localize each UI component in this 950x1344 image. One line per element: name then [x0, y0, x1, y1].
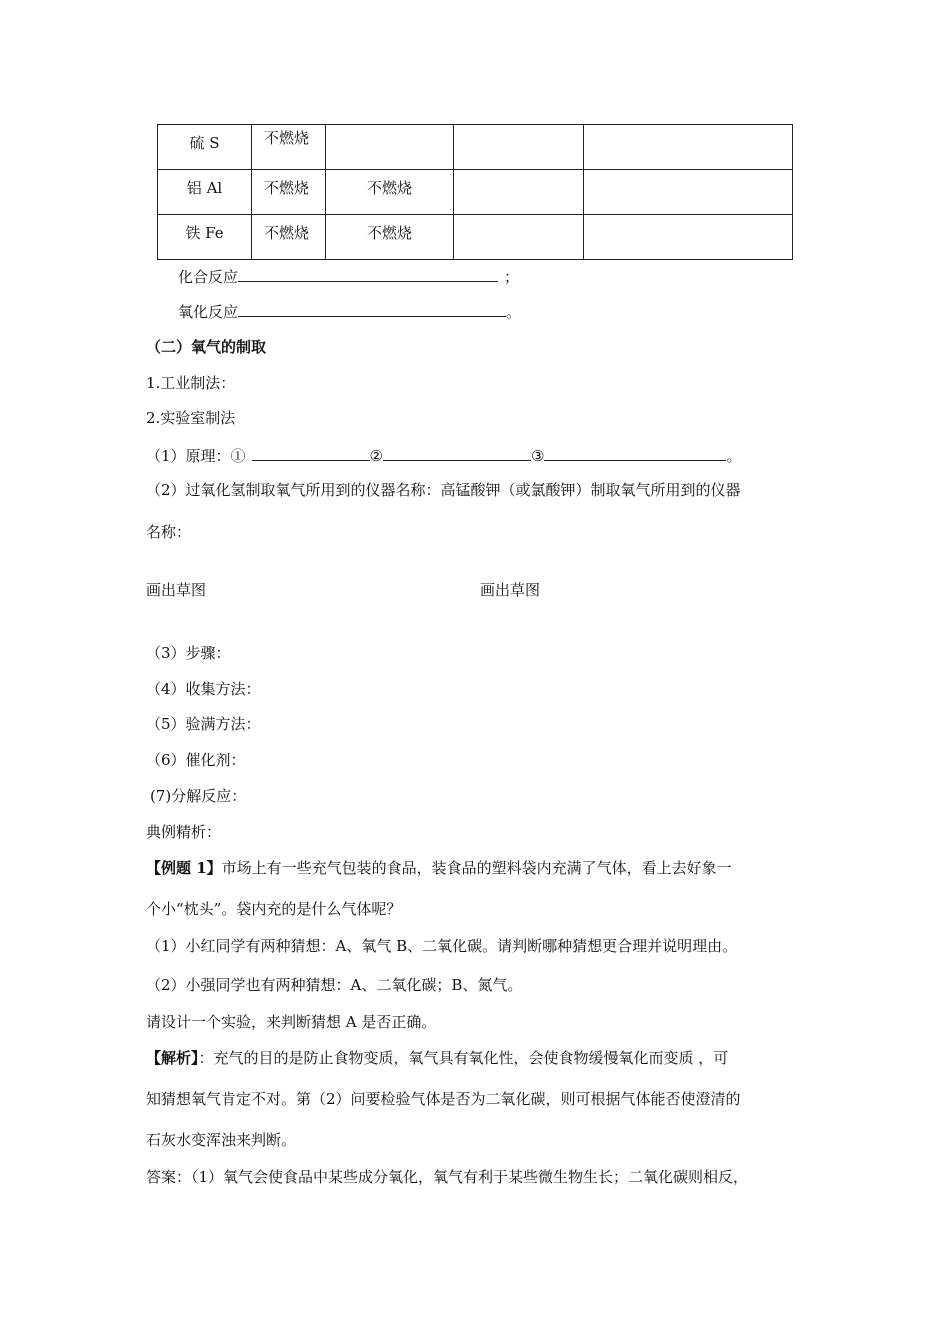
example-question-line-1: 【例题 1】市场上有一些充气包装的食品，装食品的塑料袋内充满了气体，看上去好象一	[146, 859, 732, 877]
table-cell	[252, 170, 326, 215]
lab-method: 2.实验室制法	[146, 409, 236, 427]
table-cell-text: 硫 S	[189, 134, 220, 152]
table-cell	[584, 125, 793, 170]
combination-reaction-blank[interactable]	[238, 265, 498, 282]
table-cell	[584, 215, 793, 260]
table-cell	[326, 170, 454, 215]
principle-blank-1[interactable]	[252, 444, 370, 461]
element-combustion-table	[157, 124, 793, 260]
example-intro: 典例精析：	[146, 823, 222, 841]
table-cell	[252, 125, 326, 170]
table-row	[158, 125, 793, 170]
table-cell-text	[454, 125, 583, 133]
table-cell-text: 不燃烧	[264, 179, 310, 197]
oxidation-reaction-blank[interactable]	[238, 300, 506, 317]
table-cell-text: 不燃烧	[264, 129, 310, 147]
table-row	[158, 170, 793, 215]
combination-reaction-line: 化合反应 ；	[178, 265, 519, 287]
table-cell-text: 不燃烧	[366, 179, 412, 197]
table-cell-text: 铝 Al	[186, 179, 223, 197]
table-cell	[158, 170, 252, 215]
table-cell-text	[454, 215, 583, 223]
table-cell	[158, 215, 252, 260]
instruments-line-1: （2）过氧化氢制取氧气所用到的仪器名称：高锰酸钾（或氯酸钾）制取氧气所用到的仪器	[146, 481, 741, 499]
principle-line: （1）原理：① ② ③ 。	[146, 444, 741, 466]
analysis-line-1: 【解析】：充气的目的是防止食物变质，氧气具有氧化性，会使食物缓慢氧化而变质 ，可	[146, 1049, 729, 1067]
table-cell	[252, 215, 326, 260]
analysis-line-3: 石灰水变浑浊来判断。	[146, 1131, 297, 1149]
principle-blank-2[interactable]	[383, 444, 531, 461]
sketch-prompt-left: 画出草图	[146, 581, 207, 599]
table-cell	[454, 215, 584, 260]
table-cell-text: 铁 Fe	[185, 224, 224, 242]
table-cell	[454, 125, 584, 170]
example-design: 请设计一个实验，来判断猜想 A 是否正确。	[146, 1013, 437, 1031]
table-cell	[326, 125, 454, 170]
sketch-prompt-right: 画出草图	[480, 581, 541, 599]
instruments-line-2: 名称：	[146, 523, 192, 541]
table-cell-text: 不燃烧	[264, 224, 310, 242]
table-row	[158, 215, 793, 260]
table-cell	[454, 170, 584, 215]
principle-blank-3[interactable]	[544, 444, 726, 461]
steps-item: （3）步骤：	[146, 644, 231, 662]
table-cell-text	[584, 125, 792, 133]
industrial-method: 1.工业制法：	[146, 374, 236, 392]
table-cell	[326, 215, 454, 260]
table-cell-text	[454, 170, 583, 178]
table-cell	[158, 125, 252, 170]
example-q1: （1）小红同学有两种猜想：A、氧气 B、二氧化碳。请判断哪种猜想更合理并说明理由。	[146, 937, 738, 955]
analysis-line-2: 知猜想氧气肯定不对。第（2）问要检验气体是否为二氧化碳，则可根据气体能否使澄清的	[146, 1090, 741, 1108]
table-cell-text	[584, 170, 792, 178]
full-check-item: （5）验满方法：	[146, 715, 261, 733]
example-question-line-2: 个小“枕头”。袋内充的是什么气体呢？	[146, 900, 402, 918]
catalyst-item: （6）催化剂：	[146, 751, 246, 769]
table-cell-text: 不燃烧	[366, 224, 412, 242]
table-cell-text	[326, 125, 453, 133]
decomposition-item: (7)分解反应：	[150, 787, 247, 805]
table-cell	[584, 170, 793, 215]
example-q2: （2）小强同学也有两种猜想：A、二氧化碳；B、氮气。	[146, 976, 523, 994]
section-heading: （二）氧气的制取	[146, 338, 267, 356]
answer-line: 答案：（1）氧气会使食品中某些成分氧化，氧气有利于某些微生物生长；二氧化碳则相反，	[146, 1168, 749, 1186]
table-cell-text	[584, 215, 792, 223]
collect-item: （4）收集方法：	[146, 680, 261, 698]
oxidation-reaction-line: 氧化反应 。	[178, 300, 521, 322]
